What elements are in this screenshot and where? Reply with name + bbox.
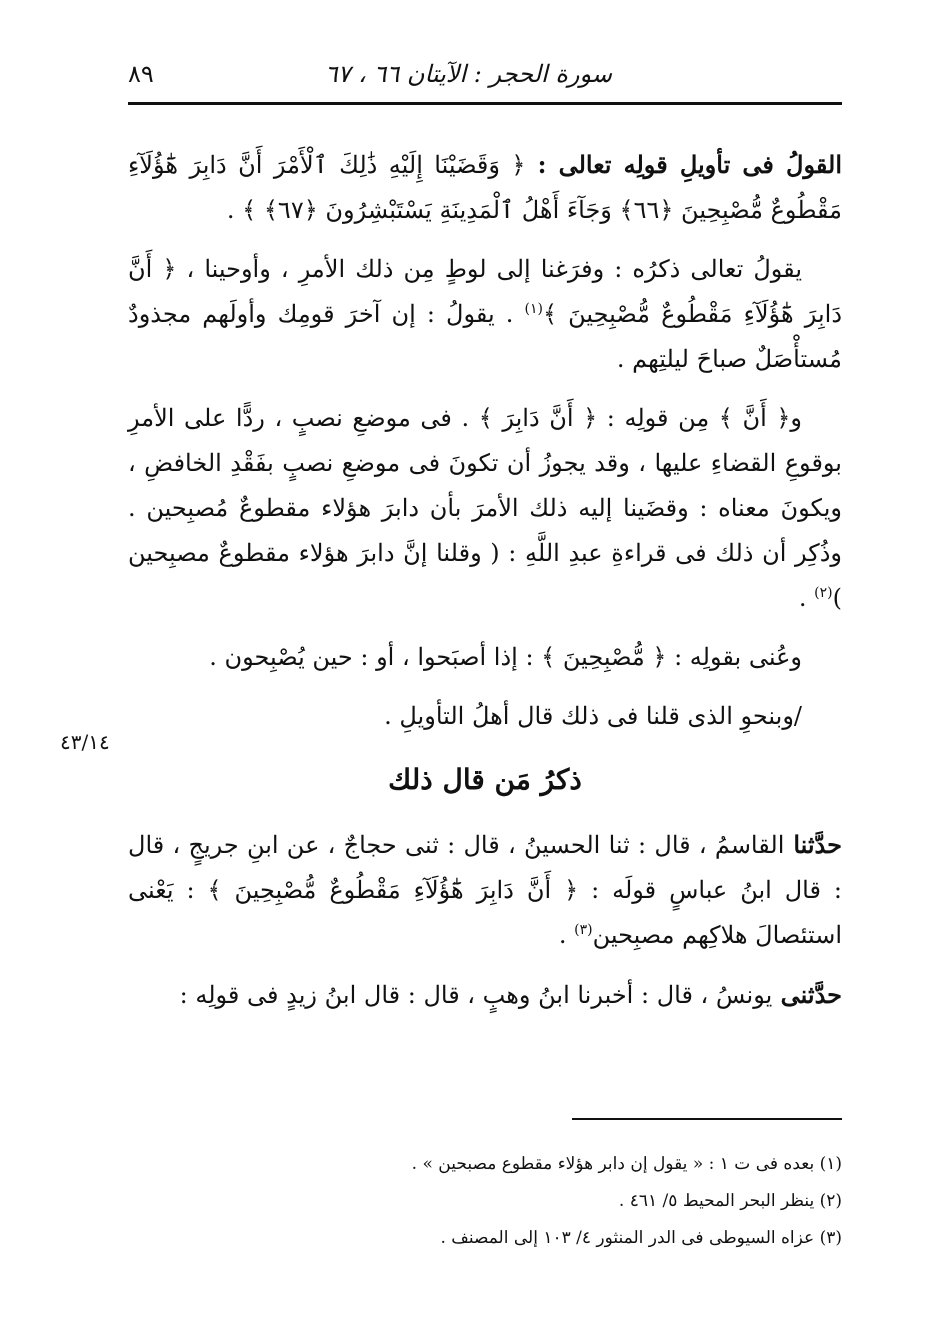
report-text: . (558, 921, 575, 949)
footnote-marker: (١) (524, 301, 543, 317)
report-lead: حدَّثنى (772, 980, 842, 1009)
paragraph (128, 247, 842, 382)
header-title: سورة الحجر : الآيتان ٦٦ ، ٦٧ (324, 60, 612, 88)
paragraph-text: و﴿ أَنَّ ﴾ مِن قولِه : ﴿ أَنَّ دَابِرَ ﴾ . فى موضعِ نصبٍ ، ردًّا على الأمرِ بوقوعِ القضاءِ عليها ، وقد يجوزُ أن تكونَ فى موضعِ نصبٍ بفَقْدِ الخافضِ ، ويكونَ معناه : وقضَينا إليه ذلك الأمرَ بأن دابرَ هؤلاء مقطوعٌ مُصبِحين . وذُكِر أن ذلك فى قراءةِ عبدِ اللَّهِ : ( وقلنا إنَّ دابرَ هؤلاء مقطوعٌ مصبِحين ) (128, 404, 842, 612)
paragraph-lead: القولُ فى تأويلِ قولِه تعالى : (525, 150, 842, 179)
report (128, 972, 842, 1018)
verse-text: ﴿ وَقَضَيْنَا إِلَيْهِ ذَٰلِكَ ٱلْأَمْرَ أَنَّ دَابِرَ هَٰٓؤُلَآءِ مَقْطُوعٌ مُّصْبِحِينَ ﴿٦٦﴾ وَجَآءَ أَهْلُ ٱلْمَدِينَةِ يَسْتَبْشِرُونَ ﴿٦٧﴾ ﴾ . (128, 151, 842, 224)
footnote-rule (572, 1118, 842, 1120)
paragraph-text: . (798, 584, 815, 612)
paragraph-text: وعُنى بقولِه : ﴿ مُّصْبِحِينَ ﴾ : إذا أصبَحوا ، أو : حين يُصْبِحون . (209, 643, 802, 671)
report-text: القاسمُ ، قال : ثنا الحسينُ ، قال : ثنى حجاجٌ ، عن ابنِ جريجٍ ، قال : قال ابنُ عباسٍ قولَه : ﴿ أَنَّ دَابِرَ هَٰٓؤُلَآءِ مَقْطُوعٌ مُّصْبِحِينَ ﴾ : يَعْنى استئصالَ هلاكِهم مصبِحين (128, 831, 842, 949)
footnote: (٣) عزاه السيوطى فى الدر المنثور ٤/ ١٠٣ إلى المصنف . (440, 1228, 842, 1248)
paragraph (128, 396, 842, 621)
header-rule (128, 102, 842, 105)
paragraph (128, 694, 842, 739)
report-text: يونسُ ، قال : أخبرنا ابنُ وهبٍ ، قال : قال ابنُ زيدٍ فى قولِه : (179, 981, 773, 1009)
main-text (128, 132, 842, 1032)
report-lead: حدَّثنا (784, 830, 842, 859)
footnote: (٢) ينظر البحر المحيط ٥/ ٤٦١ . (618, 1191, 842, 1211)
paragraph-text: . يقولُ : إن آخرَ قومِك وأولَهم مجذودٌ مُستأْصَلٌ صباحَ ليلتِهم . (128, 300, 842, 373)
footnotes (128, 1146, 842, 1257)
footnote: (١) بعده فى ت ١ : « يقول إن دابر هؤلاء مقطوع مصبحين » . (411, 1154, 842, 1174)
footnote-marker: (٢) (814, 585, 833, 601)
margin-reference: ٤٣/١٤ (60, 730, 110, 754)
paragraph (128, 142, 842, 233)
report (128, 822, 842, 958)
paragraph-text: /وبنحوِ الذى قلنا فى ذلك قال أهلُ التأويلِ . (384, 702, 802, 730)
running-header (128, 56, 842, 100)
footnote-marker: (٣) (574, 922, 593, 938)
page-number: ٨٩ (128, 60, 154, 88)
paragraph (128, 635, 842, 680)
paragraph-text: يقولُ تعالى ذكرُه : وفرَغنا إلى لوطٍ مِن ذلك الأمرِ ، وأوحينا ، ﴿ أَنَّ دَابِرَ هَٰٓؤُلَآءِ مَقْطُوعٌ مُّصْبِحِينَ ﴾ (128, 255, 843, 328)
section-heading: ذكرُ مَن قال ذلك (388, 763, 582, 796)
